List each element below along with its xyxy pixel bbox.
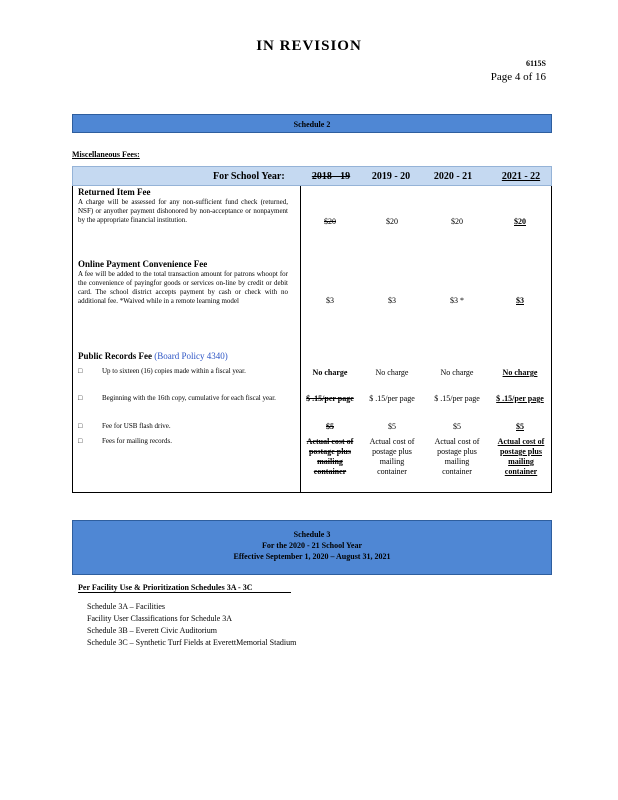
public-r3-2018: $5 — [326, 422, 334, 431]
returned-2019: $20 — [386, 217, 398, 226]
schedule-3-effective: Effective September 1, 2020 – August 31, 2021 — [233, 552, 391, 561]
online-2020: $3 * — [450, 296, 464, 305]
year-2021-22: 2021 - 22 — [501, 171, 541, 182]
public-r4-2018: Actual cost of postage plus mailing container — [306, 437, 354, 476]
public-r1-2021: No charge — [502, 368, 538, 377]
schedule-3-banner — [72, 520, 552, 575]
online-fee-heading: Online Payment Convenience Fee — [78, 259, 208, 269]
online-fee-desc: A fee will be added to the total transaction amount for patrons whoopt for the convenience of payingfor goods or services on-line by credit or debit card. The school district accepts payment by cash or check with no additional fee. *Waived while in a remote learning model — [78, 270, 288, 305]
returned-2021: $20 — [514, 217, 526, 226]
public-row-1: □ Up to sixteen (16) copies made within a fiscal year. — [78, 367, 246, 375]
public-r1-2020: No charge — [440, 368, 474, 377]
public-r4-2020: Actual cost of postage plus mailing container — [434, 437, 480, 476]
public-r1-2019: No charge — [375, 368, 409, 377]
returned-2020: $20 — [451, 217, 463, 226]
public-row-4: □ Fees for mailing records. — [78, 437, 172, 445]
page-number: Page 4 of 16 — [490, 71, 546, 83]
public-r3-2021: $5 — [516, 422, 524, 431]
schedule-3-title: Schedule 3 — [293, 530, 331, 539]
table-border-left — [72, 186, 73, 492]
schedule-item[interactable]: Schedule 3A – Facilities — [87, 602, 165, 611]
online-2021: $3 — [516, 296, 524, 305]
online-2018: $3 — [326, 296, 334, 305]
schedule-item[interactable]: Schedule 3B – Everett Civic Auditorium — [87, 626, 217, 635]
public-r2-2020: $ .15/per page — [434, 394, 480, 403]
public-r3-2020: $5 — [453, 422, 461, 431]
returned-item-desc: A charge will be assessed for any non-sufficient fund check (returned, NSF) or anyother payment dishonored by non-acceptance or nonpayment by the appropriate financial institution. — [78, 198, 288, 224]
schedule-item[interactable]: Schedule 3C – Synthetic Turf Fields at EverettMemorial Stadium — [87, 638, 297, 647]
public-records-heading: Public Records Fee (Board Policy 4340) — [78, 351, 228, 361]
year-2019-20: 2019 - 20 — [371, 171, 411, 182]
misc-fees-label: Miscellaneous Fees: — [72, 150, 140, 159]
schedule-item[interactable]: Facility User Classifications for Schedule 3A — [87, 614, 233, 623]
public-row-3: □ Fee for USB flash drive. — [78, 422, 171, 430]
online-2019: $3 — [388, 296, 396, 305]
public-r1-2018: No charge — [312, 368, 348, 377]
table-divider — [300, 186, 301, 492]
policy-code: 6115S — [525, 59, 546, 68]
returned-2018: $20 — [324, 217, 336, 226]
public-r4-2019: Actual cost of postage plus mailing container — [369, 437, 415, 476]
board-policy-link[interactable]: (Board Policy 4340) — [154, 351, 228, 361]
table-border-bottom — [72, 492, 552, 493]
year-2018-19: 2018 - 19 — [311, 171, 351, 182]
public-r3-2019: $5 — [388, 422, 396, 431]
schedule-2-banner: Schedule 2 — [72, 114, 552, 133]
schedule-3-year: For the 2020 - 21 School Year — [262, 541, 362, 550]
returned-item-heading: Returned Item Fee — [78, 187, 151, 197]
year-2020-21: 2020 - 21 — [433, 171, 473, 182]
online-fee-block — [78, 260, 288, 306]
public-r4-2021: Actual cost of postage plus mailing container — [497, 437, 545, 476]
public-row-2: □ Beginning with the 16th copy, cumulative for each fiscal year. — [78, 394, 276, 402]
returned-item-block — [78, 188, 288, 225]
public-r2-2019: $ .15/per page — [369, 394, 415, 403]
year-label: For School Year: — [213, 171, 285, 182]
table-border-right — [551, 186, 552, 492]
year-header-row — [72, 166, 552, 186]
document-title: IN REVISION — [256, 38, 362, 54]
per-facility-heading: Per Facility Use & Prioritization Schedules 3A - 3C — [78, 583, 291, 593]
public-r2-2021: $ .15/per page — [496, 394, 544, 403]
public-r2-2018: $ .15/per page — [306, 394, 354, 403]
